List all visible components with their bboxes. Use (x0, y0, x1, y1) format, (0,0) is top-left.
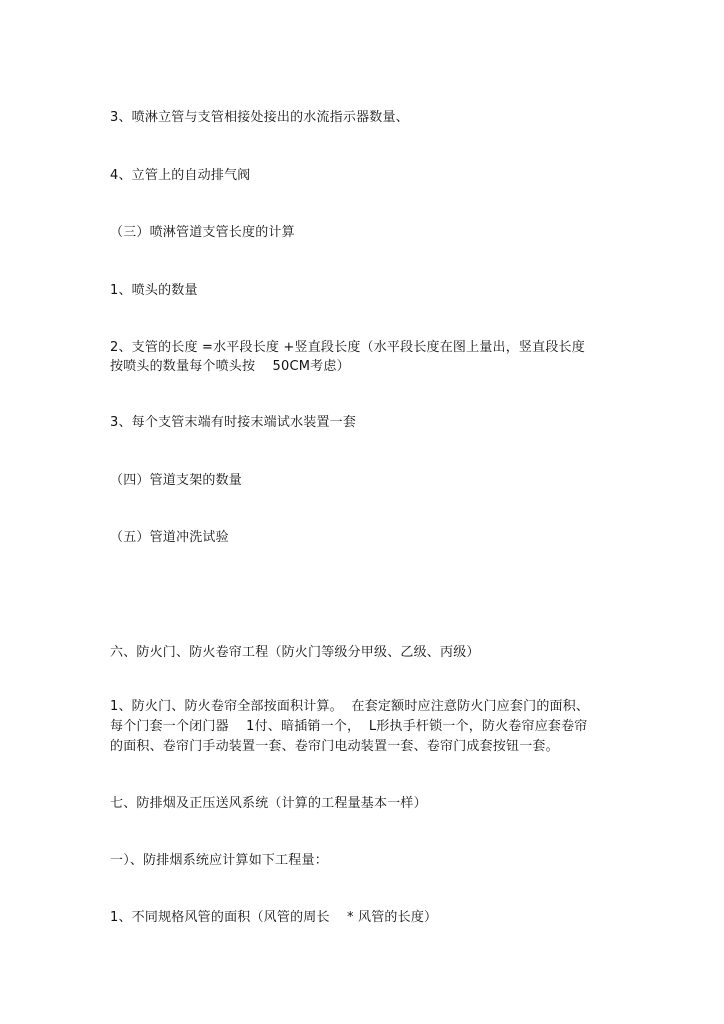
text-line-fire-door-1: 1、防火门、防火卷帘全部按面积计算。 在套定额时应注意防火门应套门的面积、 (110, 699, 590, 714)
section-heading-pipe-flushing: （五）管道冲洗试验 (110, 530, 229, 545)
text-line-branch-length-1: 2、支管的长度 =水平段长度 +竖直段长度（水平段长度在图上量出，竖直段长度 (110, 340, 585, 355)
text-line-fire-door-3: 的面积、卷帘门手动装置一套、卷帘门电动装置一套、卷帘门成套按钮一套。 (110, 739, 559, 754)
chapter-heading-fire-doors: 六、防火门、防火卷帘工程（防火门等级分甲级、乙级、丙级） (110, 645, 480, 660)
text-line-nozzle-count: 1、喷头的数量 (110, 283, 198, 298)
text-line-sprinkler-flow-indicator: 3、喷淋立管与支管相接处接出的水流指示器数量、 (110, 110, 409, 125)
text-line-auto-air-valve: 4、立管上的自动排气阀 (110, 168, 251, 183)
text-line-duct-area: 1、不同规格风管的面积（风管的周长 * 风管的长度） (110, 910, 438, 925)
section-heading-branch-length: （三）喷淋管道支管长度的计算 (110, 225, 295, 240)
section-heading-pipe-support: （四）管道支架的数量 (110, 473, 243, 488)
chapter-heading-smoke-exhaust: 七、防排烟及正压送风系统（计算的工程量基本一样） (110, 796, 427, 811)
text-line-branch-length-2: 按喷头的数量每个喷头按 50CM考虑） (110, 359, 350, 374)
text-line-end-test-device: 3、每个支管末端有时接末端试水装置一套 (110, 415, 357, 430)
text-line-fire-door-2: 每个门套一个闭门器 1付、暗插销一个， L形执手杆锁一个，防火卷帘应套卷帘 (110, 719, 588, 734)
section-heading-smoke-system: 一）、防排烟系统应计算如下工程量： (110, 853, 328, 868)
